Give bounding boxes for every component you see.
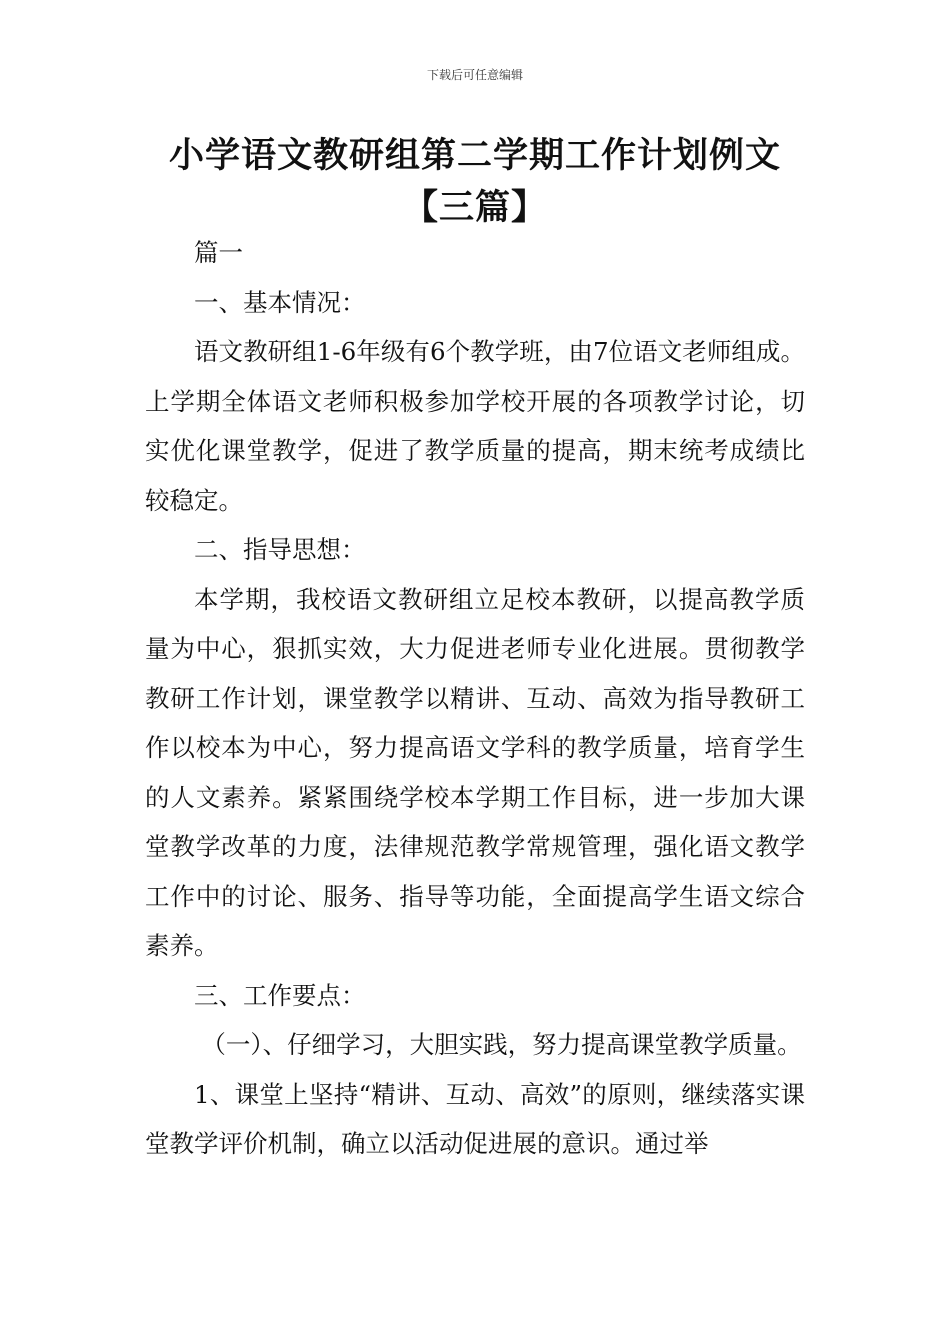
section-heading: 一、基本情况：: [194, 287, 366, 317]
body-paragraph: 语文教研组1-6年级有6个教学班，由7位语文老师组成。上学期全体语文老师积极参加学校开展的各项教学讨论，切实优化课堂教学，促进了教学质量的提高，期末统考成绩比较稳定。: [145, 337, 805, 515]
page-header-note: 下载后可任意编辑: [426, 68, 523, 82]
section-heading: 三、工作要点：: [194, 980, 366, 1010]
subsection-heading: （一）、仔细学习，大胆实践，努力提高课堂教学质量。: [201, 1030, 802, 1059]
document-body: [145, 228, 805, 1169]
section-heading: 二、指导思想：: [194, 535, 366, 564]
body-paragraph: 1、课堂上坚持“精讲、互动、高效”的原则，继续落实课堂教学评价机制，确立以活动促进展的意识。通过举: [145, 1079, 805, 1158]
body-paragraph: 本学期，我校语文教研组立足校本教研，以提高教学质量为中心，狠抓实效，大力促进老师专业化进展。贯彻教学教研工作计划，课堂教学以精讲、互动、高效为指导教研工作以校本为中心，努力提高语文学科的教学质量，培育学生的人文素养。紧紧围绕学校本学期工作目标，进一步加大课堂教学改革的力度，法律规范教学常规管理，强化语文教学工作中的讨论、服务、指导等功能，全面提高学生语文综合素养。: [145, 584, 805, 960]
document-title: 小学语文教研组第二学期工作计划例文: [168, 136, 781, 176]
section-label: 篇一: [194, 238, 243, 267]
document-title-subtitle: 【三篇】: [402, 188, 547, 228]
